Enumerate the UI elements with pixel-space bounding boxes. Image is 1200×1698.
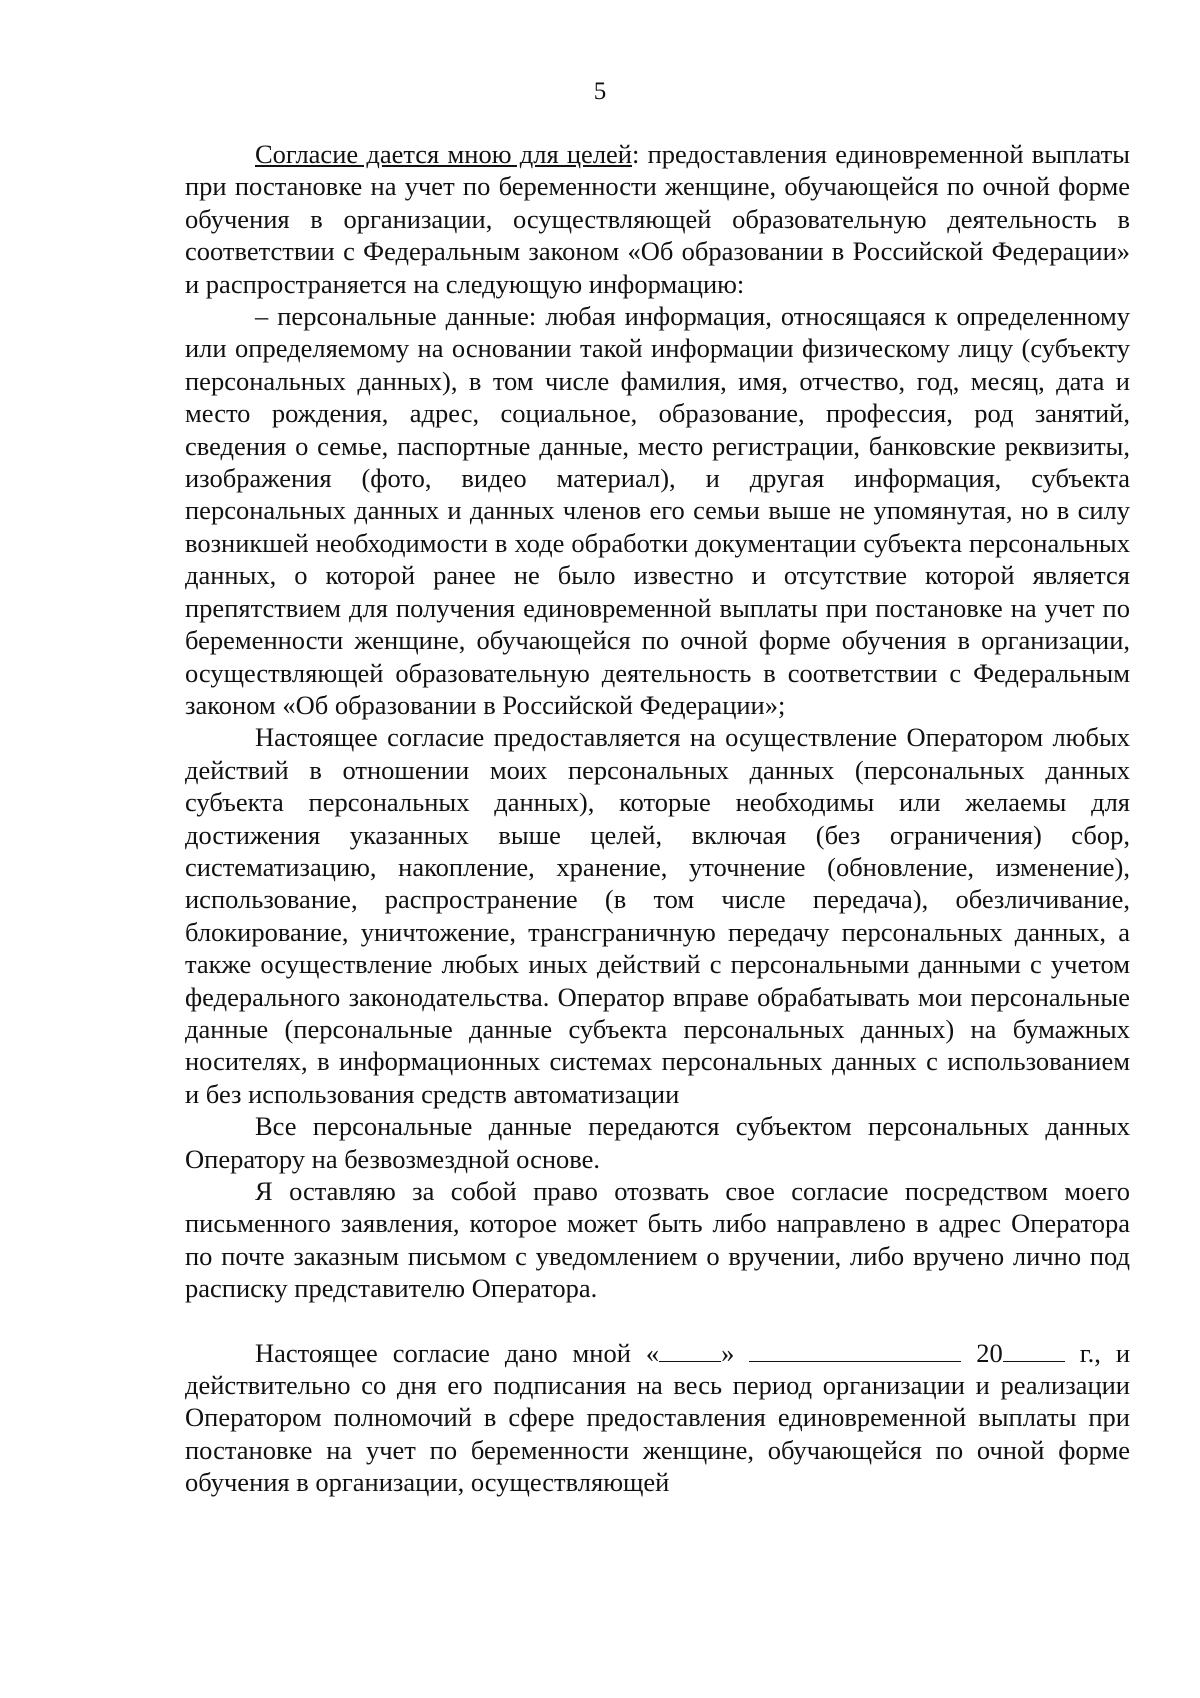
month-blank-field[interactable] <box>749 1339 961 1362</box>
year-suffix: г., <box>1079 1337 1101 1368</box>
day-blank-field[interactable] <box>659 1339 721 1362</box>
consent-date-close-quote: » <box>721 1337 735 1368</box>
consent-date-lead: Настоящее согласие дано мной « <box>255 1337 660 1368</box>
consent-purpose-text: : предоставления единовременной выплаты при постановке на учет по беременности женщине, обучающейся по очной форме обучения в организации, осуществляющей образовательную деятельность в соответствии с Федеральным законом «Об образовании в Российской Федерации» и распространяется на следующую информацию: <box>185 139 1130 299</box>
year-prefix: 20 <box>976 1337 1003 1368</box>
page-number: 5 <box>593 78 607 105</box>
consent-scope-paragraph: Настоящее согласие предоставляется на осуществление Оператором любых действий в отношении моих персональных данных (персональных данных субъекта персональных данных), которые необходимы или желаемы для достижения указанных выше целей, включая (без ограничения) сбор, систематизацию, накопление, хранение, уточнение (обновление, изменение), использование, распространение (в том числе передача), обезличивание, блокирование, уничтожение, трансграничную передачу персональных данных, а также осуществление любых иных действий с персональными данными с учетом федерального законодательства. Оператор вправе обрабатывать мои персональные данные (персональные данные субъекта персональных данных) на бумажных носителях, в информационных системах персональных данных с использованием и без использования средств автоматизации <box>185 722 1130 1109</box>
paragraph-gap <box>185 1305 1130 1337</box>
consent-purpose-paragraph <box>185 138 1130 300</box>
consent-date-paragraph <box>185 1337 1130 1499</box>
personal-data-definition-paragraph: – персональные данные: любая информация, относящаяся к определенному или определяемому на основании такой информации физическому лицу (субъекту персональных данных), в том числе фамилия, имя, отчество, год, месяц, дата и место рождения, адрес, социальное, образование, профессия, род занятий, сведения о семье, паспортные данные, место регистрации, банковские реквизиты, изображения (фото, видео материал), и другая информация, субъекта персональных данных и данных членов его семьи выше не упомянутая, но в силу возникшей необходимости в ходе обработки документации субъекта персональных данных, о которой ранее не было известно и отсутствие которой является препятствием для получения единовременной выплаты при постановке на учет по беременности женщине, обучающейся по очной форме обучения в организации, осуществляющей образовательную деятельность в соответствии с Федеральным законом «Об образовании в Российской Федерации»; <box>185 301 1130 720</box>
document-body <box>185 138 1130 1499</box>
consent-purpose-heading: Согласие дается мною для целей <box>255 139 632 169</box>
consent-validity-text: и действительно со дня его подписания на весь период организации и реализации Оператором полномочий в сфере предоставления единовременной выплаты при постановке на учет по беременности женщине, обучающейся по очной форме обучения в организации, осуществляющей <box>185 1337 1130 1498</box>
free-transfer-paragraph: Все персональные данные передаются субъектом персональных данных Оператору на безвозмездной основе. <box>185 1111 1130 1174</box>
revocation-paragraph: Я оставляю за собой право отозвать свое согласие посредством моего письменного заявления, которое может быть либо направлено в адрес Оператора по почте заказным письмом с уведомлением о вручении, либо вручено лично под расписку представителю Оператора. <box>185 1176 1130 1304</box>
year-blank-field[interactable] <box>1003 1339 1065 1362</box>
